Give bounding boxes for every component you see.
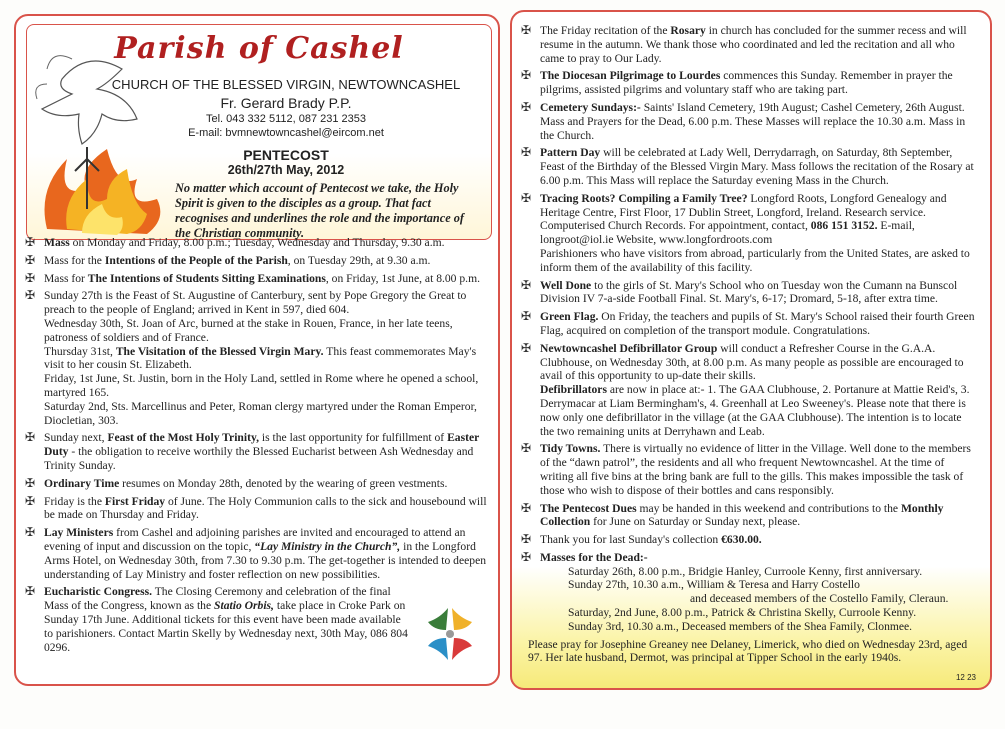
notice-well-done: ✠ Well Done to the girls of St. Mary's School who on Tuesday won the Cumann na Bunscol Division IV 7-a-side Football Final. St. Mary's, 6-17; Dromard, 5-18, after extra time. — [521, 277, 958, 306]
notice-rosary: ✠ The Friday recitation of the Rosary in church has concluded for the summer recess and will resume in the autumn. We thank those who coordinated and led the recitation and all who came to pray to Our Lady. — [521, 23, 967, 65]
notice-pattern-day: ✠ Pattern Day will be celebrated at Lady Well, Derrydarragh, on Saturday, 8th September, Feast of the Birthday of the Blessed Virgin Mary. Mass follows the recitation of the Rosary at 6.00 p.m. This Mass will replace the Saturday evening Mass in the Church. — [521, 145, 974, 187]
notice-eucharistic-congress: ✠ Eucharistic Congress. The Closing Ceremony and celebration of the final Mass of the Congress, known as the Statio Orbis, take place in Croke Park on Sunday 17th June. Additional tickets for this event have been made available to parishioners. Contact Martin Skelly by Wednesday next, 30th May, 086 804 0296. — [25, 584, 408, 654]
cross-icon: ✠ — [25, 288, 36, 303]
left-notices — [22, 236, 488, 658]
notice-collection: ✠ Thank you for last Sunday's collection €630.00. — [521, 532, 762, 547]
church-name: CHURCH OF THE BLESSED VIRGIN, NEWTOWNCASHEL — [111, 77, 461, 92]
pentecost-quote: No matter which account of Pentecost we take, the Holy Spirit is given to the disciples as a group. That fact recognises and underlines the role and the importance of the Christian community. — [175, 181, 464, 240]
cross-icon: ✠ — [25, 270, 36, 285]
cross-icon: ✠ — [521, 309, 532, 324]
notice-first-friday: ✠ Friday is the First Friday of June. The Holy Communion calls to the sick and housebound will be made on Thursday and Friday. — [25, 493, 487, 522]
cross-icon: ✠ — [25, 475, 36, 490]
cross-icon: ✠ — [521, 190, 532, 205]
priest-name: Fr. Gerard Brady P.P. — [220, 95, 352, 111]
parish-title: Parish of Cashel — [114, 31, 404, 66]
notice-defibrillator: ✠ Newtowncashel Defibrillator Group will conduct a Refresher Course in the G.A.A. Clubhouse, on Wednesday 30th, at 8.00 p.m. As many people as possible are encouraged to avail of this opportunity to up-date their skills. Defibrillators are now in place at:- 1. The GAA Clubhouse, 2. Portanure at Mattie Reid's, 3. Derrymacar at Liam Bermingham's, 4. Greenhall at Leo Sweeney's. Please note that there is now only one defibrillator in the village (at the GAA Clubhouse). The intention is to locate the two remaining units at Derryhawn and Leab. — [521, 340, 970, 438]
parish-header — [26, 24, 492, 240]
notice-ordinary-time: ✠ Ordinary Time resumes on Monday 28th, denoted by the wearing of green vestments. — [25, 475, 448, 490]
notice-lourdes: ✠ The Diocesan Pilgrimage to Lourdes commences this Sunday. Remember in prayer the pilgrims, assisted pilgrims and voluntary staff who are taking part. — [521, 68, 953, 97]
notice-mass: ✠ Mass on Monday and Friday, 8.00 p.m.; Tuesday, Wednesday and Thursday, 9.30 a.m. — [25, 235, 445, 249]
dove-flame-illustration — [27, 39, 177, 239]
notice-cemetery: ✠ Cemetery Sundays:- Saints' Island Cemetery, 19th August; Cashel Cemetery, 26th August. Mass and Prayers for the Dead, 6.00 p.m. These Masses will replace the 10.30 a.m. Mass in the Church. — [521, 99, 966, 142]
notice-lay-ministers: ✠ Lay Ministers from Cashel and adjoining parishes are invited and encouraged to attend an evening of input and discussion on the topic, “Lay Ministry in the Church”, in the Longford Arms Hotel, on Wednesday 30th, from 7.30 to 9.30 p.m. The get-together is intended to deepen understanding of Lay Ministry and foster reflection on new possibilities. — [25, 525, 487, 581]
cross-icon: ✠ — [521, 68, 532, 83]
notice-people: ✠ Mass for the Intentions of the People of the Parish, on Tuesday 29th, at 9.30 a.m. — [25, 252, 431, 267]
cross-icon: ✠ — [25, 430, 36, 445]
cross-icon: ✠ — [521, 23, 532, 37]
cross-icon: ✠ — [521, 441, 532, 456]
notice-green-flag: ✠ Green Flag. On Friday, the teachers and pupils of St. Mary's School raised their fourth Green Flag, acquired on completion of the transport module. Congratulations. — [521, 309, 975, 337]
telephone: Tel. 043 332 5112, 087 231 2353 — [205, 113, 367, 125]
notice-pentecost-dues: ✠ The Pentecost Dues may be handed in this weekend and contributions to the Monthly Collection for June on Saturday or Sunday next, please. — [521, 500, 944, 529]
notice-feasts: ✠ Sunday 27th is the Feast of St. Augustine of Canterbury, sent by Pope Gregory the Great to preach to the people of England; arrived in Kent in 597, died 604. Wednesday 30th, St. Joan of Arc, burned at the stake in Rouen, France, in her late teens, patroness of soldiers and of France. Thursday 31st, The Visitation of the Blessed Virgin Mary. This feast commemorates May's visit to her cousin St. Elizabeth. Friday, 1st June, St. Justin, born in the Holy Land, settled in Rome where he opened a school, martyred 165. Saturday 2nd, Sts. Marcellinus and Peter, Roman clergy martyred under the Roman Emperor, Diocletian, 303. — [25, 288, 479, 427]
feast-date: 26th/27th May, 2012 — [227, 163, 345, 177]
cross-icon: ✠ — [521, 340, 532, 355]
notice-trinity: ✠ Sunday next, Feast of the Most Holy Trinity, is the last opportunity for fulfillment of Easter Duty - the obligation to receive worthily the Blessed Eucharist between Ash Wednesday and Trinity Sunday. — [25, 430, 480, 472]
feast-name: PENTECOST — [243, 147, 329, 163]
notice-students: ✠ Mass for The Intentions of Students Sitting Examinations, on Friday, 1st June, at 8.00 p.m. — [25, 270, 480, 285]
cross-icon: ✠ — [25, 252, 36, 267]
notice-tidy-towns: ✠ Tidy Towns. There is virtually no evidence of litter in the Village. Well done to the members of the “dawn patrol”, the residents and all who frequent Newtowncashel. At the time of writing all five bins at the bring bank are full to the gills. This makes impossible the task of those who wish to dispose of their bottles and cans responsibly. — [521, 441, 971, 497]
email: E-mail: bvmnewtowncashel@eircom.net — [188, 127, 384, 139]
cross-icon: ✠ — [25, 235, 36, 249]
notice-masses-for-dead: ✠ Masses for the Dead:- Saturday 26th, 8.00 p.m., Bridgie Hanley, Curroole Kenny, first anniversary. Sunday 27th, 10.30 a.m., William & Teresa and Harry Costello and deceased members of the Costello Family, Cleraun. Saturday, 2nd June, 8.00 p.m., Patrick & Christina Skelly, Curroole Kenny. Sunday 3rd, 10.30 a.m., Deceased members of the Shea Family, Clonmee. — [521, 549, 949, 633]
cross-icon: ✠ — [521, 500, 532, 515]
right-notices — [518, 24, 978, 665]
cross-icon: ✠ — [521, 277, 532, 292]
cross-icon: ✠ — [521, 549, 532, 564]
prayer-request: Please pray for Josephine Greaney nee Delaney, Limerick, who died on Wednesday 23rd, aged 97. Her late husband, Dermot, was principal at Tipper School in the early 1940s. — [528, 637, 968, 665]
congress-logo-icon — [420, 604, 480, 664]
left-panel — [14, 14, 500, 686]
cross-icon: ✠ — [25, 525, 36, 540]
cross-icon: ✠ — [25, 493, 36, 508]
right-panel — [510, 10, 992, 690]
cross-icon: ✠ — [25, 584, 36, 599]
cross-icon: ✠ — [521, 532, 532, 547]
cross-icon: ✠ — [521, 99, 532, 114]
cross-icon: ✠ — [521, 145, 532, 160]
notice-tracing-roots: ✠ Tracing Roots? Compiling a Family Tree? Longford Roots, Longford Genealogy and Heritage Centre, First Floor, 17 Dublin Street, Longford, Ireland. Research service. Computerised Church Records. For appointment, contact, 086 151 3152. E-mail, longroot@iol.ie Website, www.longfordroots.com Parishioners who have visitors from abroad, particularly from the United States, are asked to inform them of the availability of this facility. — [521, 190, 970, 274]
page-number: 12 23 — [955, 673, 976, 682]
